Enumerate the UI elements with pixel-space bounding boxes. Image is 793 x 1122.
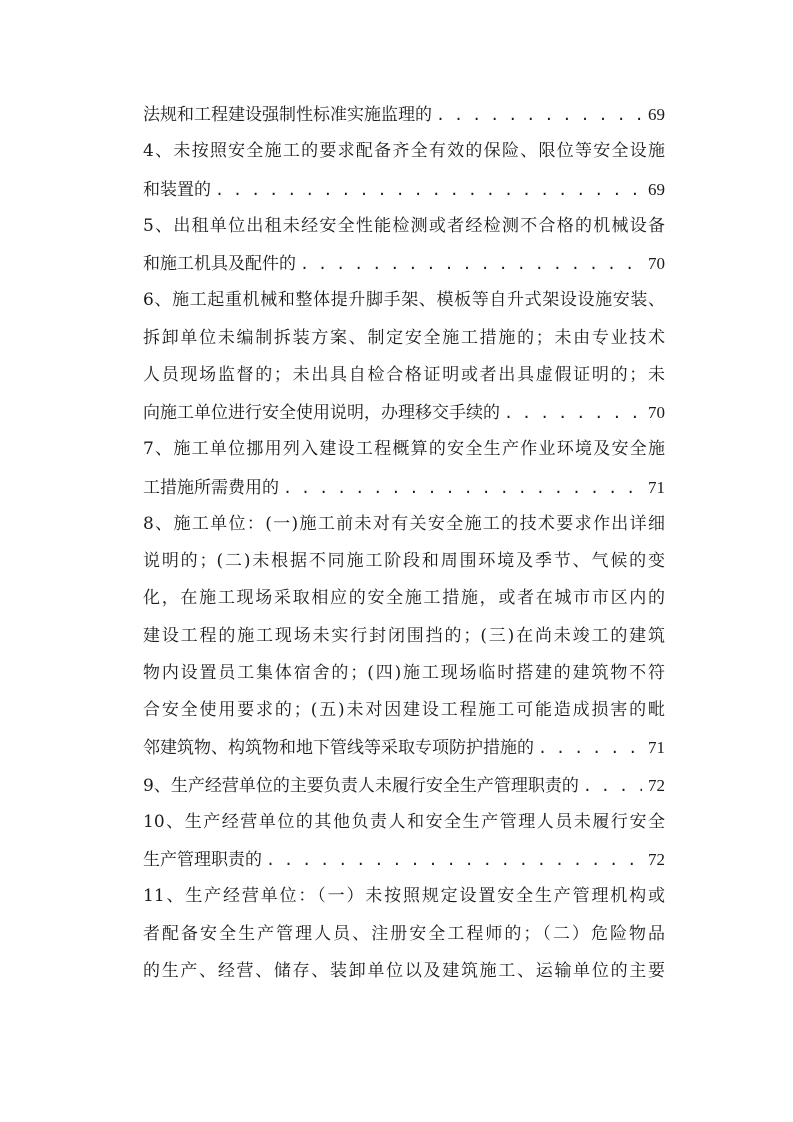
- toc-entry-line[interactable]: [143, 692, 665, 729]
- toc-entry-text: 4、未按照安全施工的要求配备齐全有效的保险、限位等安全设施: [143, 141, 665, 162]
- dot-leader: [215, 172, 642, 208]
- dot-leader: [266, 842, 642, 878]
- toc-entry-line[interactable]: [143, 208, 665, 245]
- dot-leader: [504, 395, 642, 431]
- toc-entry-text: 和装置的: [143, 179, 211, 200]
- toc-entry-line[interactable]: [143, 431, 665, 468]
- toc-entry-text: 邻建筑物、构筑物和地下管线等采取专项防护措施的: [143, 738, 534, 759]
- toc-entry-line[interactable]: [143, 953, 665, 990]
- dot-leader: [283, 470, 642, 506]
- toc-entry-line[interactable]: [143, 618, 665, 655]
- toc-entry-text: 的生产、经营、储存、装卸单位以及建筑施工、运输单位的主要: [143, 960, 665, 981]
- toc-entry-line[interactable]: [143, 282, 665, 319]
- toc-entry-line[interactable]: [143, 841, 665, 878]
- toc-entry-line[interactable]: [143, 729, 665, 766]
- toc-entry-line[interactable]: [143, 96, 665, 133]
- toc-entry-line[interactable]: [143, 320, 665, 357]
- toc-page-number: 71: [648, 738, 665, 758]
- toc-entry-text: 合安全使用要求的；(五)未对因建设工程施工可能造成损害的毗: [143, 700, 665, 720]
- dot-leader: [300, 246, 642, 282]
- toc-entry-text: 工措施所需费用的: [143, 477, 279, 498]
- toc-entry-line[interactable]: [143, 916, 665, 953]
- toc-entry-line[interactable]: [143, 171, 665, 208]
- toc-entry-text: 8、施工单位：(一)施工前未对有关安全施工的技术要求作出详细: [143, 513, 665, 534]
- toc-entry-line[interactable]: [143, 580, 665, 617]
- toc-entry-line[interactable]: [143, 804, 665, 841]
- toc-entry-text: 9、生产经营单位的主要负责人未履行安全生产管理职责的: [143, 775, 579, 796]
- toc-page-number: 72: [648, 775, 665, 795]
- toc-entry-line[interactable]: [143, 469, 665, 506]
- toc-entry-line[interactable]: [143, 506, 665, 543]
- toc-entry-text: 7、施工单位挪用列入建设工程概算的安全生产作业环境及安全施: [143, 439, 665, 460]
- toc-page-number: 71: [648, 477, 665, 497]
- toc-entry-text: 物内设置员工集体宿舍的；(四)施工现场临时搭建的建筑物不符: [143, 662, 665, 683]
- toc-page-number: 69: [648, 179, 665, 199]
- toc-entry-line[interactable]: [143, 655, 665, 692]
- toc-entry-text: 5、出租单位出租未经安全性能检测或者经检测不合格的机械设备: [143, 215, 665, 236]
- toc-entry-text: 生产管理职责的: [143, 850, 262, 870]
- toc-entry-text: 化，在施工现场采取相应的安全施工措施，或者在城市市区内的: [143, 588, 665, 609]
- toc-entry-line[interactable]: [143, 133, 665, 170]
- dot-leader: [583, 768, 642, 804]
- toc-entry-line[interactable]: [143, 357, 665, 394]
- toc-entry-text: 向施工单位进行安全使用说明，办理移交手续的: [143, 403, 500, 423]
- toc-entry-text: 和施工机具及配件的: [143, 254, 296, 274]
- toc-page-number: 70: [648, 403, 665, 422]
- toc-entry-text: 拆卸单位未编制拆装方案、制定安全施工措施的；未由专业技术: [143, 327, 665, 348]
- toc-list: [143, 96, 665, 990]
- toc-entry-text: 者配备安全生产管理人员、注册安全工程师的；（二）危险物品: [143, 923, 665, 944]
- toc-page-number: 72: [648, 850, 665, 869]
- toc-entry-text: 11、生产经营单位：（一）未按照规定设置安全生产管理机构或: [143, 886, 665, 907]
- dot-leader: [538, 730, 642, 766]
- toc-entry-text: 建设工程的施工现场未实行封闭围挡的；(三)在尚未竣工的建筑: [143, 625, 665, 646]
- dot-leader: [436, 97, 642, 133]
- toc-entry-text: 说明的；(二)未根据不同施工阶段和周围环境及季节、气候的变: [143, 551, 665, 571]
- toc-page-number: 69: [648, 105, 665, 124]
- toc-entry-text: 法规和工程建设强制性标准实施监理的: [143, 105, 432, 125]
- toc-entry-line[interactable]: [143, 394, 665, 431]
- toc-entry-line[interactable]: [143, 543, 665, 580]
- toc-entry-line[interactable]: [143, 878, 665, 915]
- toc-entry-line[interactable]: [143, 245, 665, 282]
- toc-entry-text: 10、生产经营单位的其他负责人和安全生产管理人员未履行安全: [143, 811, 665, 832]
- toc-entry-text: 人员现场监督的；未出具自检合格证明或者出具虚假证明的；未: [143, 364, 665, 385]
- toc-entry-line[interactable]: [143, 767, 665, 804]
- toc-page-number: 70: [648, 254, 665, 273]
- toc-entry-text: 6、施工起重机械和整体提升脚手架、模板等自升式架设设施安装、: [143, 290, 665, 311]
